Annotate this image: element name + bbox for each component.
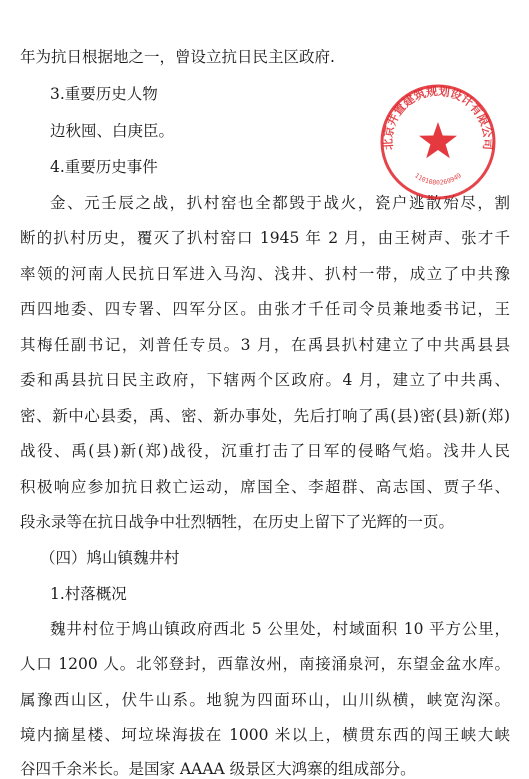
seal-company-name: 北京井置建筑规划设计有限公司 — [380, 83, 496, 151]
company-seal-stamp — [378, 82, 498, 202]
paragraph-line: 段永录等在抗日战争中壮烈牺牲，在历史上留下了光辉的一页。 — [20, 513, 455, 531]
paragraph-line: 谷四千余米长。是国家 AAAA 级景区大鸿寨的组成部分。 — [20, 760, 416, 778]
section-heading: 4.重要历史事件 — [50, 158, 158, 176]
paragraph-line: 积极响应参加抗日救亡运动，席国全、李超群、高志国、贾子华、 — [20, 478, 510, 496]
paragraph-line: 战役、禹(县)新(郑)战役，沉重打击了日军的侵略气焰。浅井人民 — [20, 442, 510, 460]
paragraph-line: 金、元壬辰之战，扒村窑也全都毁于战火，瓷户逃散殆尽，割 — [50, 194, 510, 212]
paragraph-line: 魏井村位于鸠山镇政府西北 5 公里处，村域面积 10 平方公里， — [50, 620, 510, 638]
paragraph-line: 西四地委、四专署、四军分区。由张才千任司令员兼地委书记，王 — [20, 300, 510, 318]
paragraph-line: 率领的河南人民抗日军进入马沟、浅井、扒村一带，成立了中共豫 — [20, 265, 510, 283]
section-heading: 1.村落概况 — [50, 585, 127, 603]
section-heading: （四）鸠山镇魏井村 — [40, 549, 180, 567]
seal-registration-number: 1101080269949 — [413, 171, 463, 187]
paragraph-line: 年为抗日根据地之一，曾设立抗日民主区政府. — [20, 48, 335, 66]
paragraph-line: 其梅任副书记，刘普任专员。3 月，在禹县扒村建立了中共禹县县 — [20, 336, 510, 354]
section-heading: 3.重要历史人物 — [50, 85, 158, 103]
paragraph-line: 密、新中心县委，禹、密、新办事处，先后打响了禹(县)密(县)新(郑) — [20, 407, 510, 425]
paragraph-line: 断的扒村历史，覆灭了扒村窑口 1945 年 2 月，由王树声、张才千 — [20, 229, 510, 247]
paragraph-line: 委和禹县抗日民主政府，下辖两个区政府。4 月，建立了中共禹、 — [20, 371, 510, 389]
paragraph-line: 境内摘星楼、坷垃垛海拔在 1000 米以上，横贯东西的闯王峡大峡 — [20, 726, 510, 744]
paragraph-line: 边秋囤、白庚臣。 — [50, 122, 175, 140]
star-icon — [419, 122, 457, 158]
paragraph-line: 人口 1200 人。北邻登封，西靠汝州，南接涌泉河，东望金盆水库。 — [20, 655, 510, 673]
paragraph-line: 属豫西山区，伏牛山系。地貌为四面环山，山川纵横，峡宽沟深。 — [20, 691, 510, 709]
